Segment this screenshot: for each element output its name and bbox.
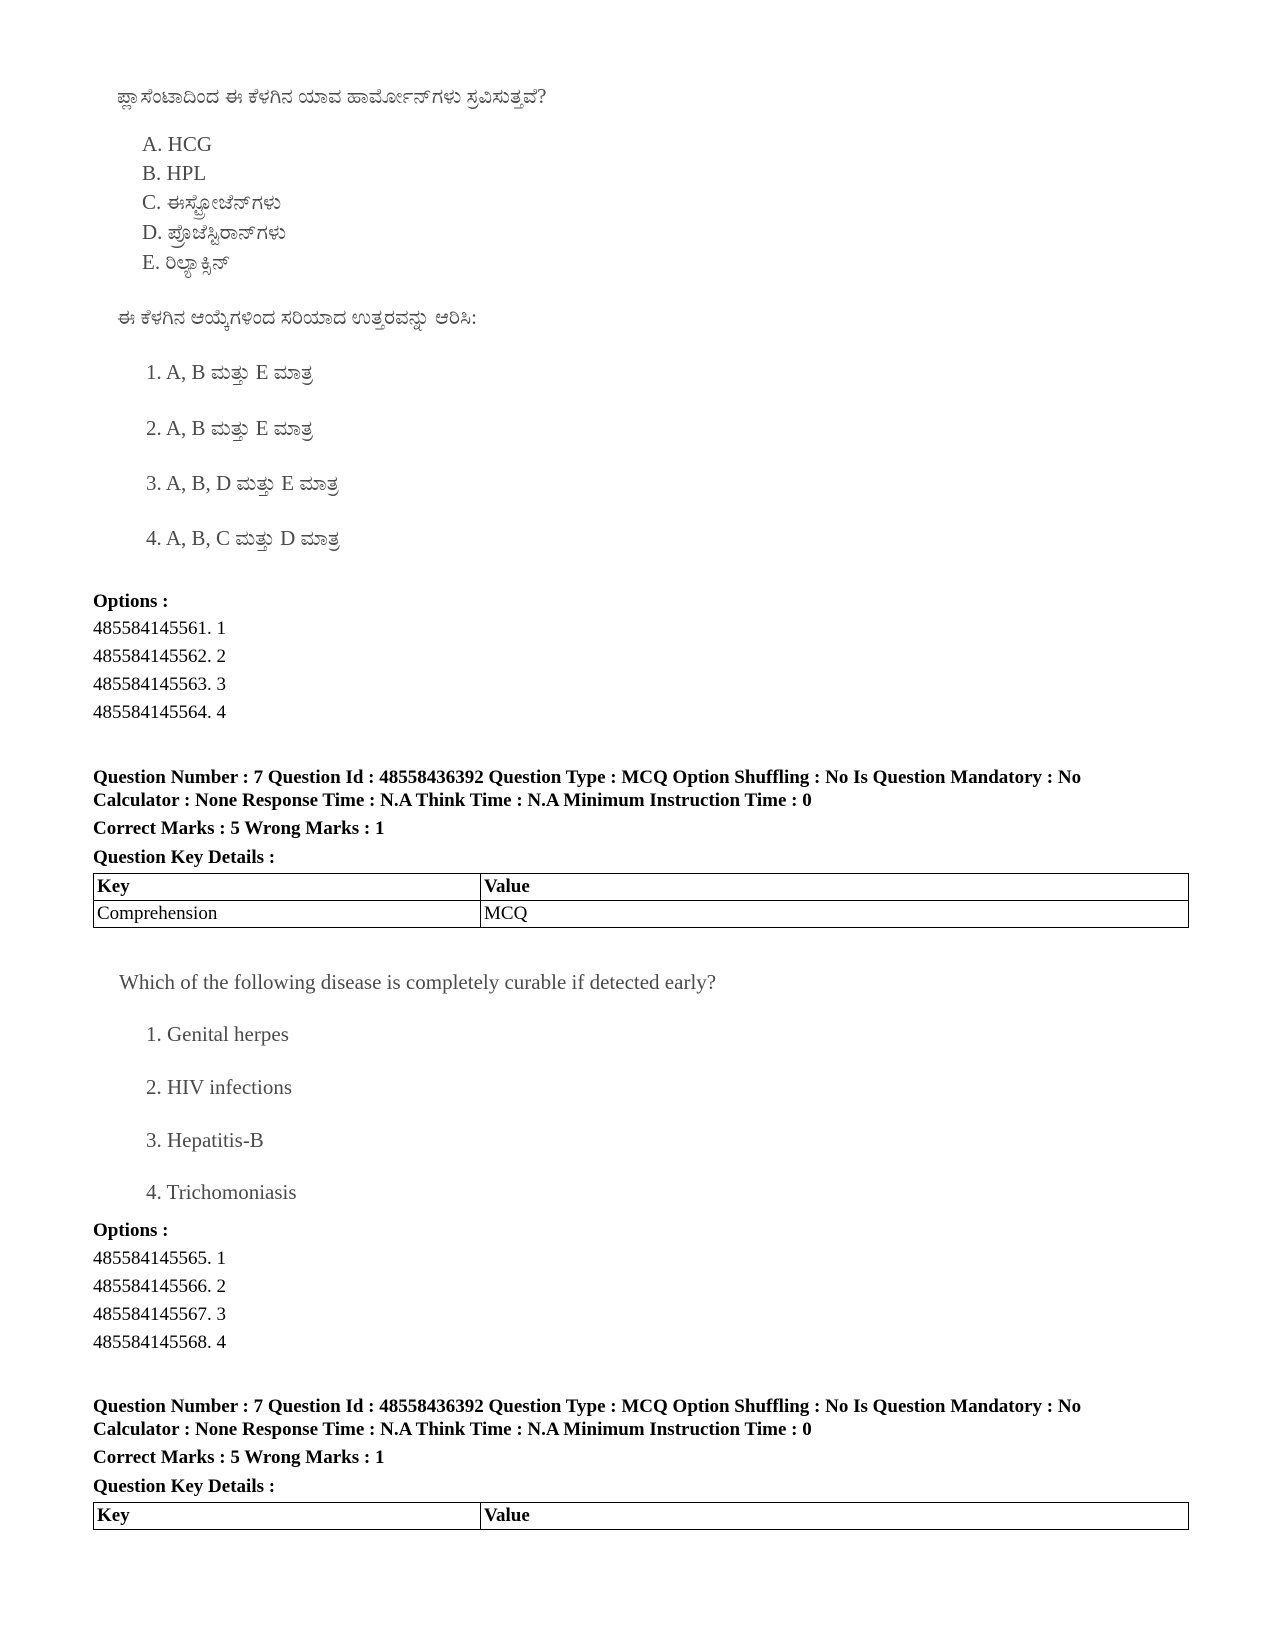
question-7-option-4: 485584145568. 4 [93, 1332, 226, 1353]
question-7-option-3: 485584145567. 3 [93, 1304, 226, 1325]
question-7-text: Which of the following disease is completely curable if detected early? [119, 970, 717, 994]
table-key-header: Key [94, 1503, 481, 1530]
question-7-options-label: Options : [93, 1220, 169, 1241]
question-6-choice-2: 2. A, B ಮತ್ತು E ಮಾತ್ರ [146, 416, 314, 440]
question-7-choice-4: 4. Trichomoniasis [146, 1180, 297, 1204]
question-6-choice-3: 3. A, B, D ಮತ್ತು E ಮಾತ್ರ [146, 471, 339, 495]
question-7-marks: Correct Marks : 5 Wrong Marks : 1 [93, 818, 385, 839]
sub-item-c: C. ಈಸ್ಟ್ರೋಜೆನ್‌ಗಳು [142, 190, 282, 214]
sub-item-a: A. HCG [142, 132, 213, 156]
table-row-key: Comprehension [94, 901, 481, 928]
sub-item-d: D. ಪ್ರೊಜೆಸ್ಟಿರಾನ್‌ಗಳು [142, 220, 287, 244]
question-8-marks: Correct Marks : 5 Wrong Marks : 1 [93, 1447, 385, 1468]
question-6-choice-1: 1. A, B ಮತ್ತು E ಮಾತ್ರ [146, 360, 314, 384]
sub-item-b: B. HPL [142, 161, 207, 185]
sub-item-e: E. ರಿಲ್ಯಾಕ್ಸಿನ್ [142, 250, 231, 274]
question-7-choice-2: 2. HIV infections [146, 1075, 293, 1099]
question-8-meta-line2: Calculator : None Response Time : N.A Think Time : N.A Minimum Instruction Time : 0 [93, 1419, 812, 1440]
table-key-header: Key [94, 874, 481, 901]
table-value-header: Value [481, 1503, 1189, 1530]
table-row [94, 901, 1189, 928]
question-7-key-table [93, 873, 1189, 928]
question-7-option-1: 485584145565. 1 [93, 1248, 226, 1269]
table-header-row [94, 874, 1189, 901]
question-7-choice-3: 3. Hepatitis-B [146, 1128, 264, 1152]
question-6-option-3: 485584145563. 3 [93, 674, 226, 695]
table-value-header: Value [481, 874, 1189, 901]
question-6-instruction: ಈ ಕೆಳಗಿನ ಆಯ್ಕೆಗಳಿಂದ ಸರಿಯಾದ ಉತ್ತರವನ್ನು ಆರಿಸಿ: [117, 305, 477, 329]
question-6-options-label: Options : [93, 591, 169, 612]
question-7-meta-line2: Calculator : None Response Time : N.A Think Time : N.A Minimum Instruction Time : 0 [93, 790, 812, 811]
question-6-option-4: 485584145564. 4 [93, 702, 226, 723]
question-8-meta-line1: Question Number : 7 Question Id : 48558436392 Question Type : MCQ Option Shuffling : No Is Question Mandatory : No [93, 1396, 1082, 1417]
question-7-meta-line1: Question Number : 7 Question Id : 48558436392 Question Type : MCQ Option Shuffling : No Is Question Mandatory : No [93, 767, 1082, 788]
question-6-option-1: 485584145561. 1 [93, 618, 226, 639]
question-8-key-details-label: Question Key Details : [93, 1476, 276, 1497]
question-7-option-2: 485584145566. 2 [93, 1276, 226, 1297]
question-6-option-2: 485584145562. 2 [93, 646, 226, 667]
table-row-value: MCQ [481, 901, 1189, 928]
question-8-key-table [93, 1502, 1189, 1530]
question-6-text: ಪ್ಲಾಸೆಂಟಾದಿಂದ ಈ ಕೆಳಗಿನ ಯಾವ ಹಾರ್ಮೋನ್‌ಗಳು ಸ್ರವಿಸುತ್ತವೆ? [117, 84, 547, 108]
question-7-key-details-label: Question Key Details : [93, 847, 276, 868]
table-header-row [94, 1503, 1189, 1530]
question-6-choice-4: 4. A, B, C ಮತ್ತು D ಮಾತ್ರ [146, 526, 340, 550]
question-7-choice-1: 1. Genital herpes [146, 1022, 289, 1046]
